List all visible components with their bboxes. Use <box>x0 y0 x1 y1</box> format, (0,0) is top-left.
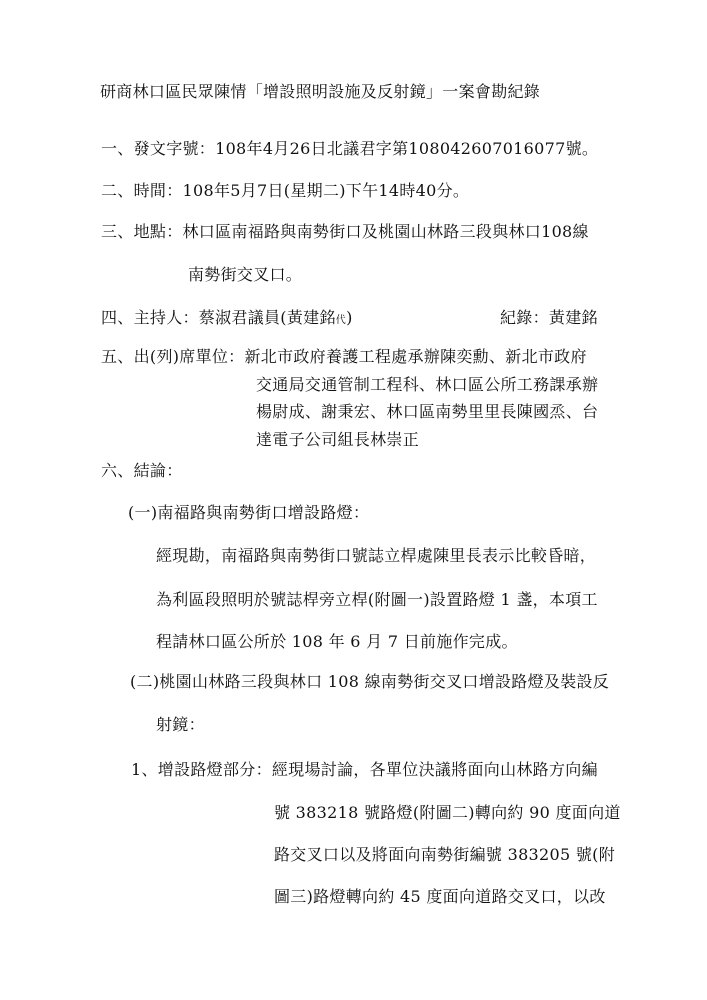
item-document-number: 一、發文字號：108年4月26日北議君字第108042607016077號。 <box>101 139 599 158</box>
item-recorder: 紀錄：黃建銘 <box>500 308 598 327</box>
item-host <box>101 305 353 328</box>
document-title: 研商林口區民眾陳情「增設照明設施及反射鏡」一案會勘紀錄 <box>100 82 541 101</box>
conclusion-2-point-1: 1、增設路燈部分：經現場討論，各單位決議將面向山林路方向編 <box>131 760 598 779</box>
item-attendees-cont: 達電子公司組長林崇正 <box>256 430 420 449</box>
item-attendees-cont: 楊尉成、謝秉宏、林口區南勢里里長陳國烝、台 <box>256 402 599 421</box>
item-attendees-cont: 交通局交通管制工程科、林口區公所工務課承辦 <box>256 375 599 394</box>
host-text-end: ) <box>346 308 353 327</box>
conclusion-1-text: 經現勘，南福路與南勢街口號誌立桿處陳里長表示比較昏暗， <box>156 546 597 565</box>
conclusion-2-point-1-cont: 路交叉口以及將面向南勢街編號 383205 號(附 <box>274 845 615 864</box>
conclusion-1-text: 為利區段照明於號誌桿旁立桿(附圖一)設置路燈 1 盞，本項工 <box>156 590 598 609</box>
conclusion-1-title: (一)南福路與南勢街口增設路燈： <box>128 503 370 522</box>
item-conclusion-heading: 六、結論： <box>101 461 183 480</box>
item-location: 三、地點：林口區南福路與南勢街口及桃園山林路三段與林口108線 <box>101 222 589 241</box>
conclusion-1-text: 程請林口區公所於 108 年 6 月 7 日前施作完成。 <box>156 632 518 651</box>
conclusion-2-point-1-cont: 號 383218 號路燈(附圖二)轉向約 90 度面向道 <box>274 803 621 822</box>
conclusion-2-point-1-cont: 圖三)路燈轉向約 45 度面向道路交叉口，以改 <box>274 887 606 906</box>
host-sub-mark: 代 <box>335 315 347 326</box>
host-text: 四、主持人：蔡淑君議員(黃建銘 <box>101 308 336 327</box>
conclusion-2-title-cont: 射鏡： <box>156 715 205 734</box>
item-location-cont: 南勢街交叉口。 <box>188 265 303 284</box>
conclusion-2-title: (二)桃園山林路三段與林口 108 線南勢街交叉口增設路燈及裝設反 <box>130 672 610 691</box>
item-attendees: 五、出(列)席單位：新北市政府養護工程處承辦陳奕勳、新北市政府 <box>101 347 587 366</box>
item-time: 二、時間：108年5月7日(星期二)下午14時40分。 <box>101 181 470 200</box>
